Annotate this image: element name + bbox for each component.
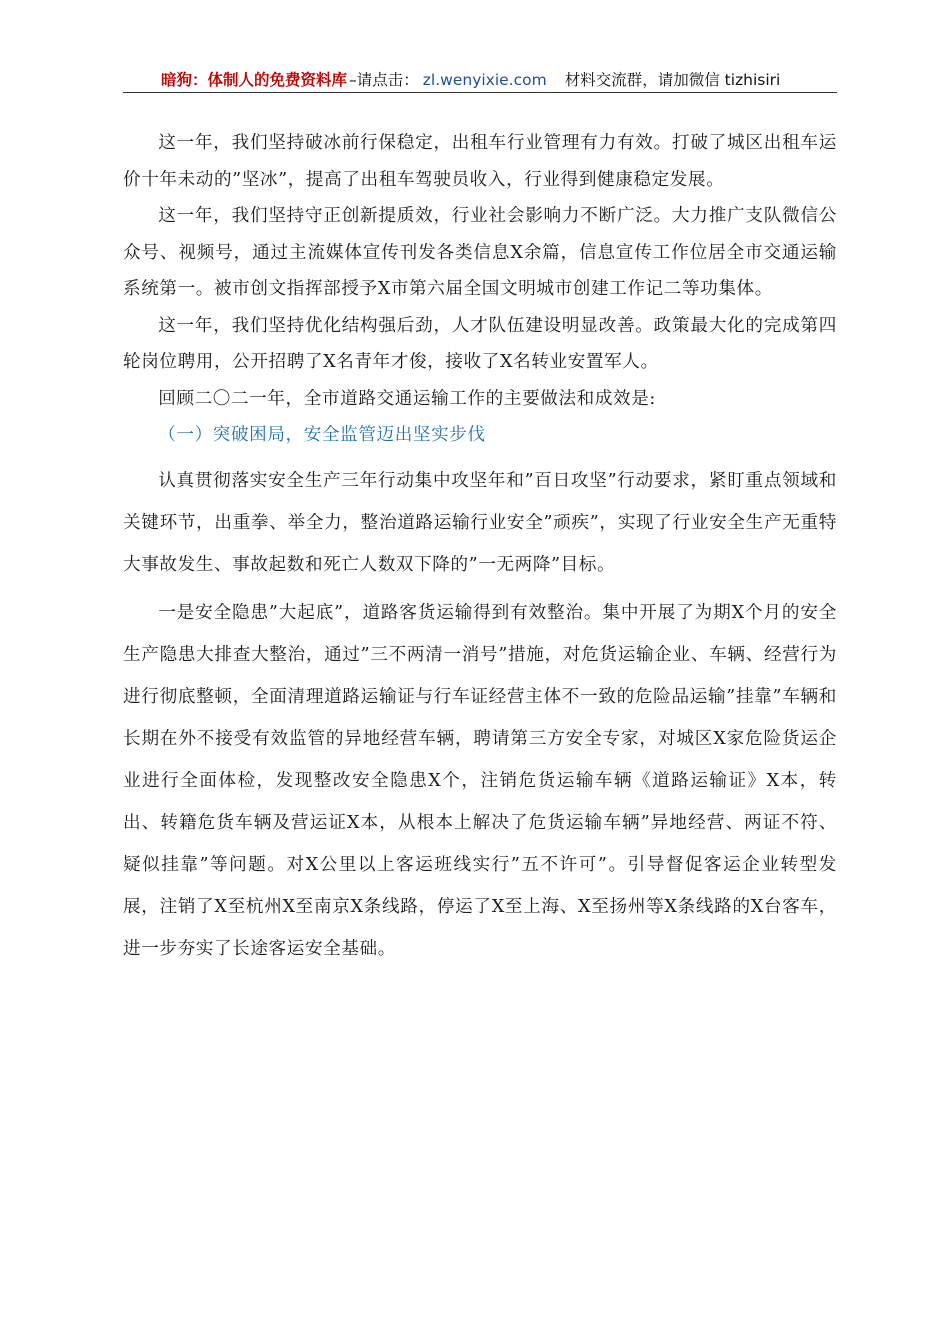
paragraph: 这一年，我们坚持优化结构强后劲，人才队伍建设明显改善。政策最大化的完成第四轮岗位聘用，公开招聘了X名青年才俊，接收了X名转业安置军人。 (123, 315, 837, 372)
paragraph: 这一年，我们坚持守正创新提质效，行业社会影响力不断广泛。大力推广支队微信公众号、视频号，通过主流媒体宣传刊发各类信息X余篇，信息宣传工作位居全市交通运输系统第一。被市创文指挥部授予X市第六届全国文明城市创建工作记二等功集体。 (123, 206, 837, 299)
section-heading: （一）突破困局，安全监管迈出坚实步伐 (158, 425, 486, 445)
paragraph: 回顾二〇二一年，全市道路交通运输工作的主要做法和成效是: (158, 388, 656, 409)
header-wechat: 材料交流群，请加微信 tizhisiri (564, 71, 781, 89)
paragraph: 一是安全隐患”大起底”，道路客货运输得到有效整治。集中开展了为期X个月的安全生产隐患大排查大整治，通过”三不两清一消号”措施，对危货运输企业、车辆、经营行为进行彻底整顿，全面清理道路运输证与行车证经营主体不一致的危险品运输”挂靠”车辆和长期在外不接受有效监管的异地经营车辆，聘请第三方安全专家，对城区X家危险货运企业进行全面体检，发现整改安全隐患X个，注销危货运输车辆《道路运输证》X本，转出、转籍危货车辆及营运证X本，从根本上解决了危货运输车辆”异地经营、两证不符、疑似挂靠”等问题。对X公里以上客运班线实行”五不许可”。引导督促客运企业转型发展，注销了X至杭州X至南京X条线路，停运了X至上海、X至扬州等X条线路的X台客车，进一步夯实了长途客运安全基础。 (123, 602, 837, 959)
document-body (123, 125, 837, 970)
header-link[interactable]: zl.wenyixie.com (422, 71, 547, 89)
header-link-prefix: –请点击： (349, 71, 419, 89)
page-header (123, 68, 837, 93)
paragraph: 认真贯彻落实安全生产三年行动集中攻坚年和”百日攻坚”行动要求，紧盯重点领域和关键环节，出重拳、举全力，整治道路运输行业安全”顽疾”，实现了行业安全生产无重特大事故发生、事故起数和死亡人数双下降的”一无两降”目标。 (123, 470, 837, 575)
header-brand: 暗狗：体制人的免费资料库 (161, 71, 348, 89)
paragraph: 这一年，我们坚持破冰前行保稳定，出租车行业管理有力有效。打破了城区出租车运价十年未动的”坚冰”，提高了出租车驾驶员收入，行业得到健康稳定发展。 (123, 133, 837, 190)
